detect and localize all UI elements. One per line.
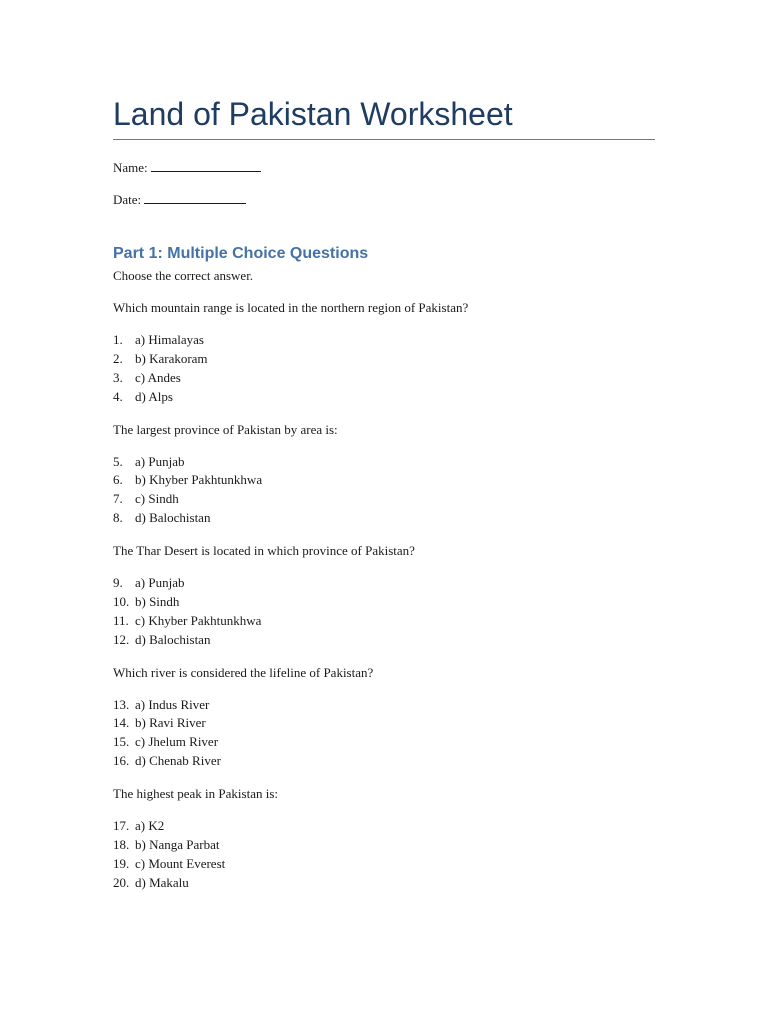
question-5-text: The highest peak in Pakistan is: [113,786,279,801]
question-3-text: The Thar Desert is located in which province of Pakistan? [113,543,415,558]
option-text: a) Indus River [135,697,210,712]
question-2-option [113,509,210,527]
question-2-option [113,453,184,471]
option-number: 20. [113,875,130,890]
question-1-option [113,350,208,368]
question-3-option [113,574,184,592]
option-text: a) Himalayas [135,332,204,347]
option-text: a) Punjab [135,454,185,469]
question-3-option [113,593,179,611]
option-text: d) Chenab River [135,753,221,768]
option-text: b) Sindh [135,594,180,609]
question-4-option [113,714,206,732]
option-number: 13. [113,697,130,712]
option-text: d) Balochistan [135,632,211,647]
question-5-option [113,855,225,873]
option-text: a) K2 [135,818,165,833]
date-label: Date: [113,192,142,207]
name-label: Name: [113,160,148,175]
option-number: 5. [113,454,123,469]
option-text: c) Jhelum River [135,734,219,749]
option-text: b) Nanga Parbat [135,837,220,852]
option-number: 11. [113,613,129,628]
question-1-option [113,369,181,387]
question-4-option [113,733,218,751]
option-number: 12. [113,632,130,647]
name-blank-line[interactable] [151,159,261,172]
date-field [113,191,246,209]
name-field [113,159,261,177]
option-number: 18. [113,837,130,852]
option-number: 2. [113,351,123,366]
option-number: 15. [113,734,130,749]
question-5-option [113,817,164,835]
question-3-option [113,612,261,630]
option-number: 14. [113,715,130,730]
option-text: c) Sindh [135,491,179,506]
question-5-option [113,836,219,854]
option-text: d) Alps [135,389,173,404]
part1-heading: Part 1: Multiple Choice Questions [113,245,369,262]
option-number: 17. [113,818,130,833]
title-underline [113,139,655,140]
option-text: c) Mount Everest [135,856,226,871]
option-number: 6. [113,472,123,487]
option-text: d) Makalu [135,875,189,890]
question-4-text: Which river is considered the lifeline of Pakistan? [113,665,374,680]
question-2-option [113,471,262,489]
option-text: c) Andes [135,370,181,385]
question-3-option [113,631,210,649]
option-text: a) Punjab [135,575,185,590]
question-4-option [113,696,209,714]
option-text: b) Khyber Pakhtunkhwa [135,472,263,487]
option-number: 9. [113,575,123,590]
question-5-option [113,874,189,892]
option-number: 8. [113,510,123,525]
option-text: b) Karakoram [135,351,208,366]
instruction-text: Choose the correct answer. [113,268,254,283]
option-text: d) Balochistan [135,510,211,525]
question-1-text: Which mountain range is located in the northern region of Pakistan? [113,300,469,315]
option-number: 7. [113,491,123,506]
option-number: 10. [113,594,130,609]
page-title: Land of Pakistan Worksheet [113,96,513,132]
option-number: 19. [113,856,130,871]
option-number: 3. [113,370,123,385]
question-2-option [113,490,179,508]
question-2-text: The largest province of Pakistan by area is: [113,422,338,437]
option-text: c) Khyber Pakhtunkhwa [135,613,262,628]
question-1-option [113,331,204,349]
date-blank-line[interactable] [144,191,246,204]
question-4-option [113,752,221,770]
option-number: 4. [113,389,123,404]
question-1-option [113,388,173,406]
option-number: 16. [113,753,130,768]
option-text: b) Ravi River [135,715,206,730]
option-number: 1. [113,332,123,347]
